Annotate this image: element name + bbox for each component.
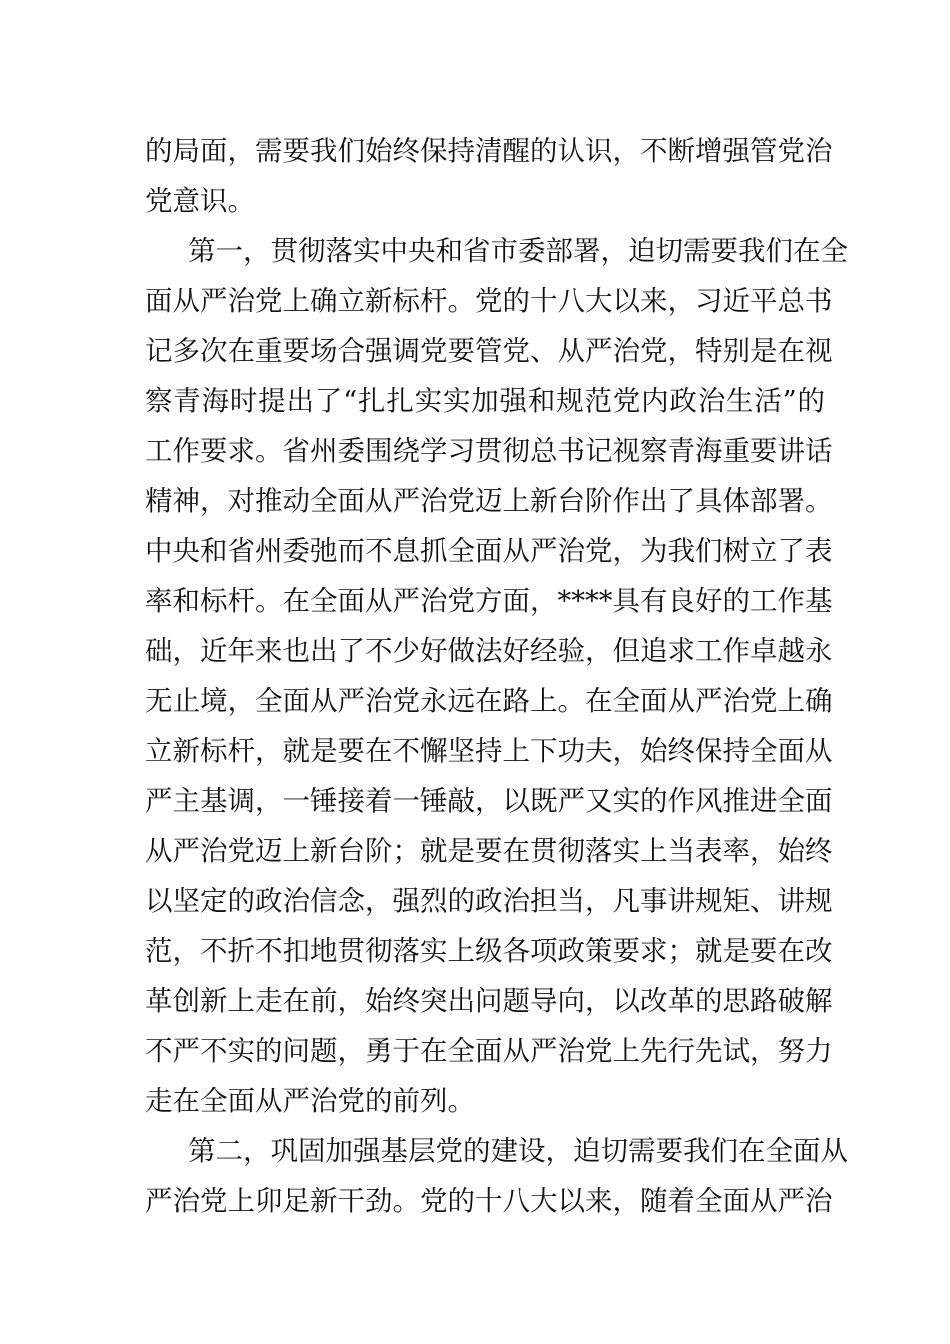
text-line: 工作要求。省州委围绕学习贯彻总书记视察青海重要讲话: [145, 435, 833, 467]
text-line: 无止境，全面从严治党永远在路上。在全面从严治党上确: [145, 685, 833, 717]
text-line: 立新标杆，就是要在不懈坚持上下功夫，始终保持全面从: [145, 735, 833, 767]
text-line: 范，不折不扣地贯彻落实上级各项政策要求；就是要在改: [145, 935, 833, 967]
text-line: 记多次在重要场合强调党要管党、从严治党，特别是在视: [145, 335, 833, 367]
text-line: 革创新上走在前，始终突出问题导向，以改革的思路破解: [145, 985, 833, 1017]
text-line: 以坚定的政治信念，强烈的政治担当，凡事讲规矩、讲规: [145, 885, 833, 917]
text-line: 面从严治党上确立新标杆。党的十八大以来，习近平总书: [145, 285, 833, 317]
text-line: 从严治党迈上新台阶；就是要在贯彻落实上当表率，始终: [145, 835, 833, 867]
text-line: 的局面，需要我们始终保持清醒的认识，不断增强管党治: [145, 135, 833, 167]
text-line: 严治党上卯足新干劲。党的十八大以来，随着全面从严治: [145, 1185, 833, 1217]
text-line: 察青海时提出了“扎扎实实加强和规范党内政治生活”的: [145, 385, 825, 417]
text-line: 中央和省州委弛而不息抓全面从严治党，为我们树立了表: [145, 535, 833, 567]
paragraph-first-line: 第一，贯彻落实中央和省市委部署，迫切需要我们在全: [188, 235, 848, 267]
text-line: 走在全面从严治党的前列。: [145, 1085, 475, 1117]
text-line: 精神，对推动全面从严治党迈上新台阶作出了具体部署。: [145, 485, 833, 517]
paragraph-first-line: 第二，巩固加强基层党的建设，迫切需要我们在全面从: [188, 1135, 848, 1167]
text-line: 党意识。: [145, 185, 255, 217]
text-line: 率和标杆。在全面从严治党方面，****具有良好的工作基: [145, 585, 833, 617]
text-line: 严主基调，一锤接着一锤敲，以既严又实的作风推进全面: [145, 785, 833, 817]
text-line: 础，近年来也出了不少好做法好经验，但追求工作卓越永: [145, 635, 833, 667]
text-line: 不严不实的问题，勇于在全面从严治党上先行先试，努力: [145, 1035, 833, 1067]
